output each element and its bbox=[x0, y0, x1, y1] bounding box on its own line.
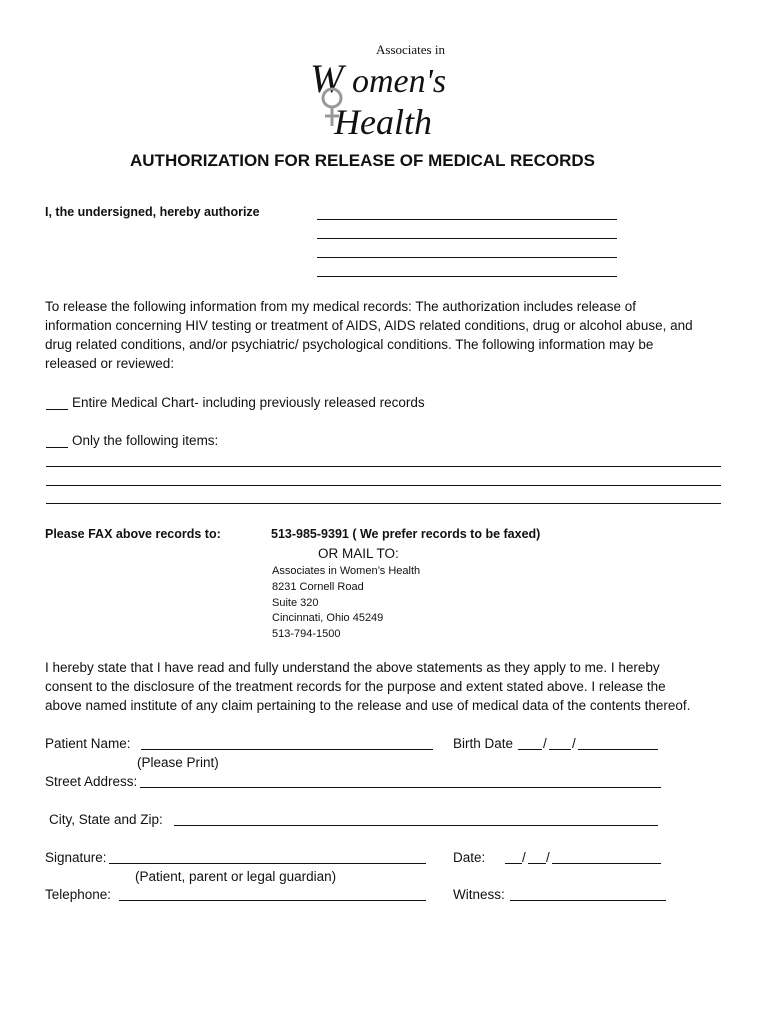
date-day-field[interactable] bbox=[528, 863, 546, 864]
signature-field[interactable] bbox=[109, 863, 426, 864]
intro-line: To release the following information from my medical records: The authorization includes release of bbox=[45, 299, 637, 314]
entire-chart-option: Entire Medical Chart- including previously released records bbox=[72, 395, 425, 410]
intro-line: released or reviewed: bbox=[45, 356, 175, 371]
authorize-label: I, the undersigned, hereby authorize bbox=[45, 205, 260, 219]
signature-label: Signature: bbox=[45, 850, 107, 865]
fax-number: 513-985-9391 ( We prefer records to be faxed) bbox=[271, 527, 541, 541]
birth-date-year-field[interactable] bbox=[578, 749, 658, 750]
statement-line: above named institute of any claim pertaining to the release and use of medical data of the contents thereof. bbox=[45, 698, 691, 713]
logo-graphic bbox=[308, 36, 468, 146]
mail-address-line: 513-794-1500 bbox=[272, 628, 341, 640]
street-address-label: Street Address: bbox=[45, 774, 138, 789]
items-line-1[interactable] bbox=[46, 466, 721, 467]
telephone-label: Telephone: bbox=[45, 887, 112, 902]
statement-line: I hereby state that I have read and fully understand the above statements as they apply to me. I hereby bbox=[45, 660, 660, 675]
statement-line: consent to the disclosure of the treatment records for the purpose and extent stated above. I release the bbox=[45, 679, 666, 694]
birth-date-label: Birth Date bbox=[453, 736, 514, 751]
patient-name-field[interactable] bbox=[141, 749, 433, 750]
telephone-field[interactable] bbox=[119, 900, 426, 901]
please-print-hint: (Please Print) bbox=[137, 755, 219, 770]
street-address-field[interactable] bbox=[140, 787, 661, 788]
svg-text:omen's: omen's bbox=[352, 63, 447, 100]
svg-text:Associates in: Associates in bbox=[376, 42, 445, 57]
svg-text:W: W bbox=[310, 56, 344, 101]
date-year-field[interactable] bbox=[552, 863, 661, 864]
mail-address-line: Associates in Women’s Health bbox=[272, 565, 421, 577]
date-label: Date: bbox=[453, 850, 486, 865]
intro-line: information concerning HIV testing or treatment of AIDS, AIDS related conditions, drug or alcohol abuse, and bbox=[45, 318, 693, 333]
mail-address-line: 8231 Cornell Road bbox=[272, 581, 364, 593]
patient-guardian-hint: (Patient, parent or legal guardian) bbox=[135, 869, 337, 884]
witness-label: Witness: bbox=[453, 887, 505, 902]
document-title: AUTHORIZATION FOR RELEASE OF MEDICAL RECORDS bbox=[130, 151, 595, 170]
city-state-zip-field[interactable] bbox=[174, 825, 658, 826]
only-items-checkbox-line[interactable] bbox=[46, 447, 68, 448]
city-state-zip-label: City, State and Zip: bbox=[49, 812, 163, 827]
fax-label: Please FAX above records to: bbox=[45, 527, 221, 541]
authorize-line-2[interactable] bbox=[317, 238, 617, 239]
patient-name-label: Patient Name: bbox=[45, 736, 131, 751]
date-month-field[interactable] bbox=[505, 863, 522, 864]
or-mail-label: OR MAIL TO: bbox=[318, 546, 399, 561]
birth-date-month-field[interactable] bbox=[518, 749, 542, 750]
authorize-line-3[interactable] bbox=[317, 257, 617, 258]
only-items-option: Only the following items: bbox=[72, 433, 219, 448]
entire-chart-checkbox-line[interactable] bbox=[46, 409, 68, 410]
svg-text:Health: Health bbox=[334, 102, 432, 142]
items-line-2[interactable] bbox=[46, 485, 721, 486]
items-line-3[interactable] bbox=[46, 503, 721, 504]
associates-in-womens-health-logo bbox=[308, 36, 468, 146]
birth-date-day-field[interactable] bbox=[549, 749, 571, 750]
mail-address-line: Suite 320 bbox=[272, 597, 319, 609]
authorize-line-1[interactable] bbox=[317, 219, 617, 220]
authorize-line-4[interactable] bbox=[317, 276, 617, 277]
mail-address-line: Cincinnati, Ohio 45249 bbox=[272, 612, 384, 624]
intro-line: drug related conditions, and/or psychiatric/ psychological conditions. The following information may be bbox=[45, 337, 654, 352]
witness-field[interactable] bbox=[510, 900, 666, 901]
